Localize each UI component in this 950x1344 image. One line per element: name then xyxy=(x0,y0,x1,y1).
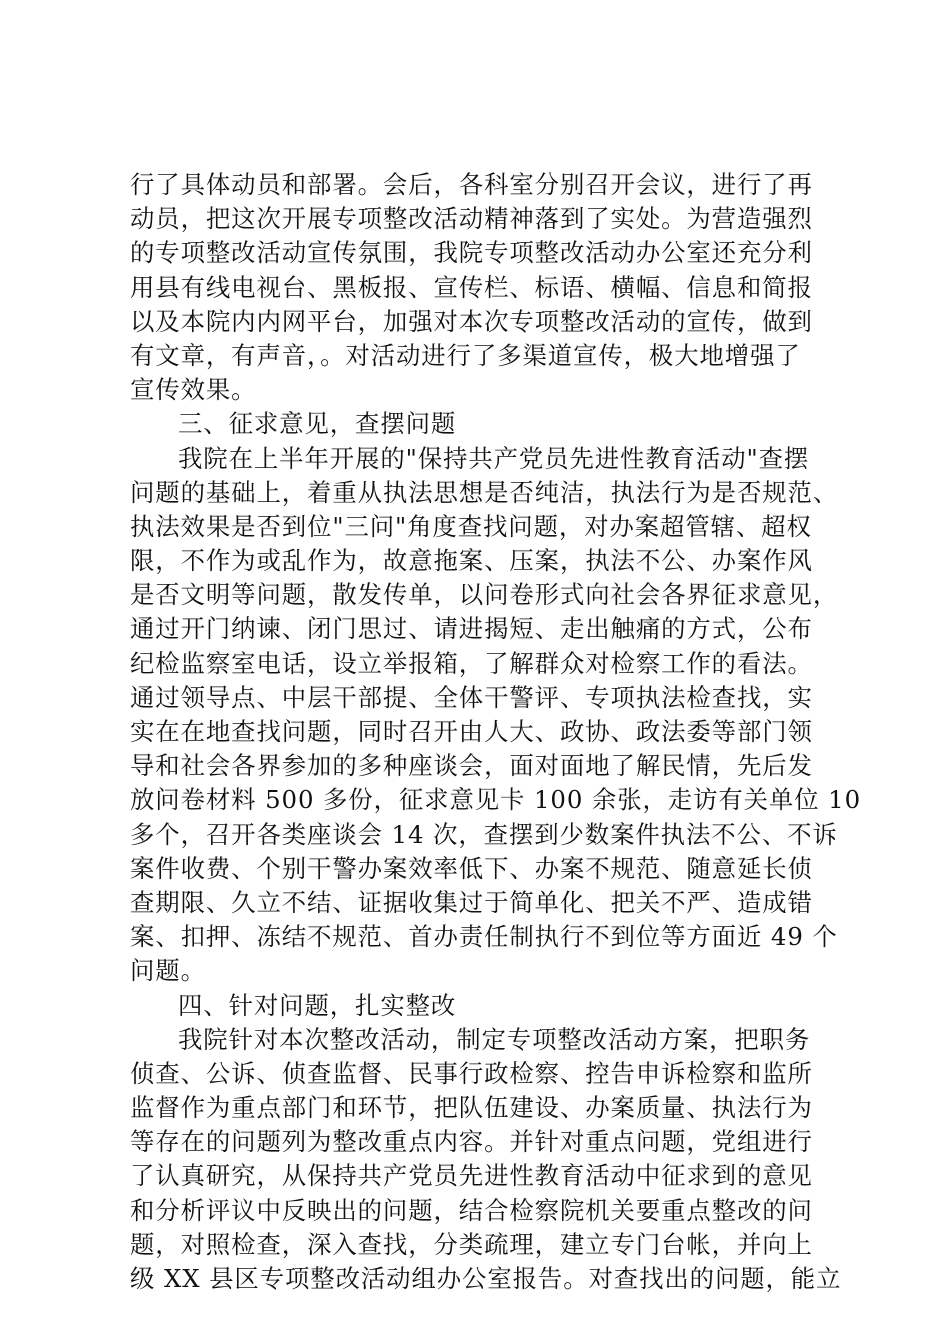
text-line: 纪检监察室电话，设立举报箱，了解群众对检察工作的看法。 xyxy=(130,648,813,678)
text-line: 侦查、公诉、侦查监督、民事行政检察、控告申诉检察和监所 xyxy=(130,1058,813,1088)
text-line: 实在在地查找问题，同时召开由人大、政协、政法委等部门领 xyxy=(130,717,813,746)
text-line: 的专项整改活动宣传氛围，我院专项整改活动办公室还充分利 xyxy=(130,238,813,268)
text-line: 等存在的问题列为整改重点内容。并针对重点问题，党组进行 xyxy=(130,1127,813,1157)
text-line: 多个，召开各类座谈会 14 次，查摆到少数案件执法不公、不诉 xyxy=(130,819,838,849)
text-line: 查期限、久立不结、证据收集过于简单化、把关不严、造成错 xyxy=(130,887,813,917)
text-line: 和分析评议中反映出的问题，结合检察院机关要重点整改的问 xyxy=(130,1195,813,1225)
text-line: 我院针对本次整改活动，制定专项整改活动方案，把职务 xyxy=(178,1024,811,1054)
text-line: 问题。 xyxy=(130,956,206,986)
section-heading: 四、针对问题，扎实整改 xyxy=(178,990,457,1020)
text-line: 用县有线电视台、黑板报、宣传栏、标语、横幅、信息和简报 xyxy=(130,272,813,302)
text-line: 问题的基础上，着重从执法思想是否纯洁，执法行为是否规范、 xyxy=(130,477,839,507)
text-line: 行了具体动员和部署。会后，各科室分别召开会议，进行了再 xyxy=(130,170,813,199)
text-line: 限，不作为或乱作为，故意拖案、压案，执法不公、办案作风 xyxy=(130,546,813,576)
text-line: 通过领导点、中层干部提、全体干警评、专项执法检查找，实 xyxy=(130,682,813,712)
text-line: 宣传效果。 xyxy=(130,375,257,405)
text-line: 监督作为重点部门和环节，把队伍建设、办案质量、执法行为 xyxy=(130,1093,813,1123)
text-line: 案件收费、个别干警办案效率低下、办案不规范、随意延长侦 xyxy=(130,853,813,883)
text-line: 放问卷材料 500 多份，征求意见卡 100 余张，走访有关单位 10 xyxy=(130,785,862,815)
text-line: 题，对照检查，深入查找，分类疏理，建立专门台帐，并向上 xyxy=(130,1229,813,1259)
text-line: 以及本院内内网平台，加强对本次专项整改活动的宣传，做到 xyxy=(130,306,813,336)
text-line: 导和社会各界参加的多种座谈会，面对面地了解民情，先后发 xyxy=(130,751,813,781)
text-line: 动员，把这次开展专项整改活动精神落到了实处。为营造强烈 xyxy=(130,204,813,234)
document-body xyxy=(130,168,862,1296)
text-line: 案、扣押、冻结不规范、首办责任制执行不到位等方面近 49 个 xyxy=(130,922,838,952)
text-line: 是否文明等问题，散发传单，以问卷形式向社会各界征求意见， xyxy=(130,580,839,610)
text-line: 级 XX 县区专项整改活动组办公室报告。对查找出的问题，能立 xyxy=(130,1264,842,1293)
text-line: 有文章，有声音，。对活动进行了多渠道宣传，极大地增强了 xyxy=(130,340,801,370)
text-line: 通过开门纳谏、闭门思过、请进揭短、走出触痛的方式，公布 xyxy=(130,614,813,644)
section-heading: 三、征求意见，查摆问题 xyxy=(178,409,457,439)
text-line: 了认真研究，从保持共产党员先进性教育活动中征求到的意见 xyxy=(130,1161,813,1191)
text-line: 执法效果是否到位"三问"角度查找问题，对办案超管辖、超权 xyxy=(130,511,812,541)
text-line: 我院在上半年开展的"保持共产党员先进性教育活动"查摆 xyxy=(178,443,810,473)
